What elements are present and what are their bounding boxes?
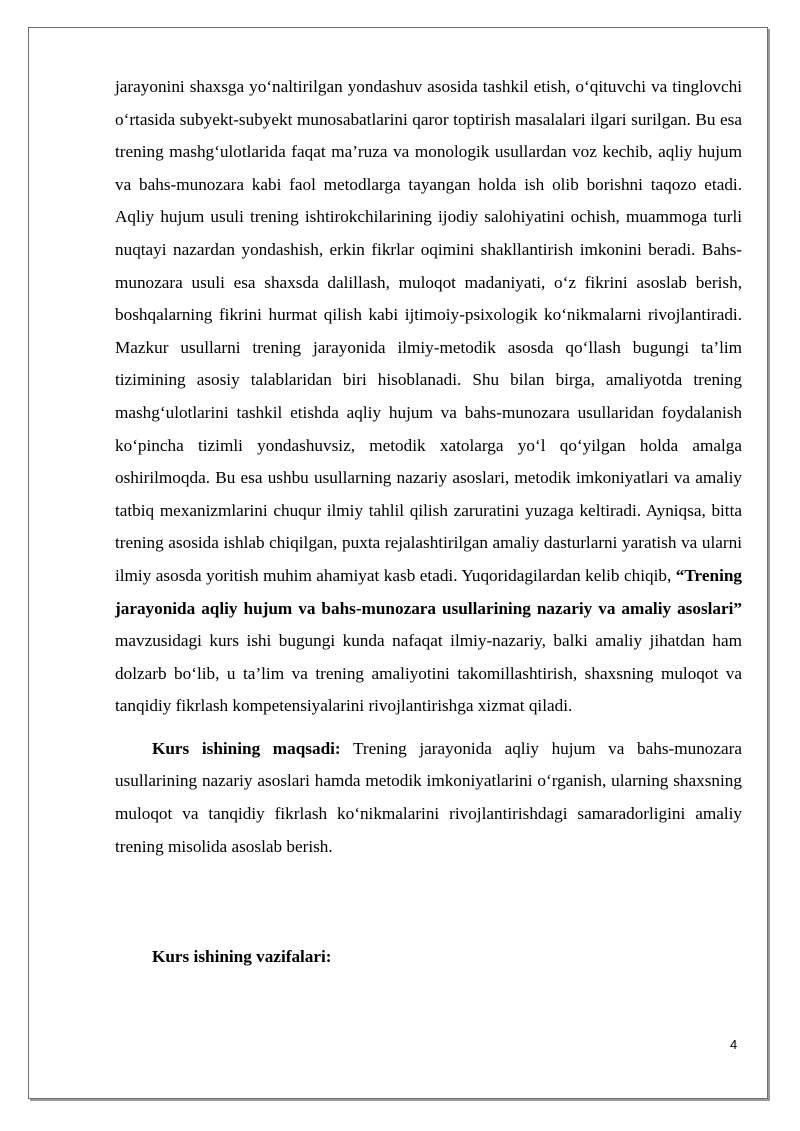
goal-text: Trening jarayonida aqliy hujum va bahs-munozara usullarining nazariy asoslari hamda metodik imkoniyatlarini o‘rganish, ularning shaxsning muloqot va tanqidiy fikrlash ko‘nikmalarini rivojlantirishdagi samaradorligini amaliy trening misolida asoslab berish. xyxy=(115,738,742,856)
intro-text-end: mavzusidagi kurs ishi bugungi kunda nafaqat ilmiy-nazariy, balki amaliy jihatdan ham dolzarb bo‘lib, u ta’lim va trening amaliyotini takomillashtirish, shaxsning muloqot va tanqidiy fikrlash kompetensiyalarini rivojlantirishga xizmat qiladi. xyxy=(115,631,742,716)
goal-paragraph xyxy=(115,733,742,863)
page-number: 4 xyxy=(730,1037,738,1052)
goal-label: Kurs ishining maqsadi: xyxy=(152,738,341,758)
intro-text-start: jarayonini shaxsga yo‘naltirilgan yondashuv asosida tashkil etish, o‘qituvchi va tinglovchi o‘rtasida subyekt-subyekt munosabatlarini qaror toptirish masalalari ilgari surilgan. Bu esa trening mashg‘ulotlarida faqat ma’ruza va monologik usullardan voz kechib, aqliy hujum va bahs-munozara kabi faol metodlarga tayangan holda ish olib borishni taqozo etadi. Aqliy hujum usuli trening ishtirokchilarining ijodiy salohiyatini ochish, muammoga turli nuqtayi nazardan yondashish, erkin fikrlar oqimini shakllantirish imkonini beradi. Bahs-munozara usuli esa shaxsda dalillash, muloqot madaniyati, o‘z fikrini asoslab berish, boshqalarning fikrini hurmat qilish kabi ijtimoiy-psixologik ko‘nikmalarni rivojlantiradi. Mazkur usullarni trening jarayonida ilmiy-metodik asosda qo‘llash bugungi ta’lim tizimining asosiy talablaridan biri hisoblanadi. Shu bilan birga, amaliyotda trening mashg‘ulotlarini tashkil etishda aqliy hujum va bahs-munozara usullaridan foydalanish ko‘pincha tizimli yondashuvsiz, metodik xatolarga yo‘l qo‘yilgan holda amalga oshirilmoqda. Bu esa ushbu usullarning nazariy asoslari, metodik imkoniyatlari va amaliy tatbiq mexanizmlarini chuqur ilmiy tahlil qilish zaruratini yuzaga keltiradi. Ayniqsa, bitta trening asosida ishlab chiqilgan, puxta rejalashtirilgan amaliy dasturlarni yaratish va ularni ilmiy asosda yoritish muhim ahamiyat kasb etadi. Yuqoridagilardan kelib chiqib, xyxy=(115,77,742,585)
document-body xyxy=(115,71,742,974)
body-paragraph-intro xyxy=(115,71,742,723)
course-work-title: “Trening jarayonida aqliy hujum va bahs-munozara usullarining nazariy va amaliy asoslari” xyxy=(115,565,742,618)
tasks-heading: Kurs ishining vazifalari: xyxy=(152,947,332,967)
